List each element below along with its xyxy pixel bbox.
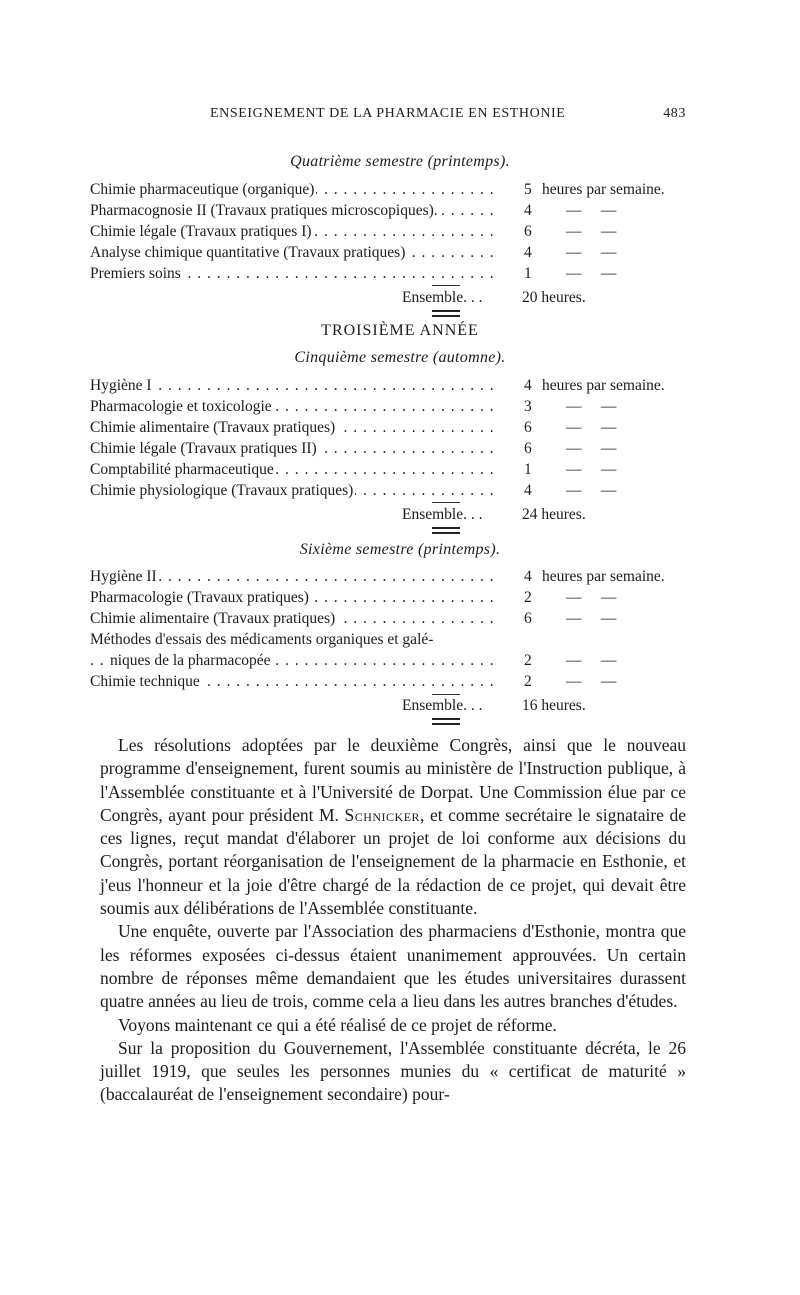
unit: — — [566, 419, 617, 436]
year-title: TROISIÈME ANNÉE [321, 322, 479, 339]
ensemble-total: 16 heures. [522, 697, 586, 714]
unit: — — [566, 440, 617, 457]
hours: 4 [524, 482, 532, 499]
unit: — — [566, 589, 617, 606]
subject: Analyse chimique quantitative (Travaux pratiques) [90, 244, 406, 261]
hours: 2 [524, 589, 532, 606]
unit: — — [566, 461, 617, 478]
table-row [90, 568, 702, 589]
subject: niques de la pharmacopée [110, 652, 271, 669]
subject: Chimie légale (Travaux pratiques I) [90, 223, 312, 240]
unit: heures par semaine. [542, 568, 665, 585]
hours: 6 [524, 440, 532, 457]
semester-6-heading: Sixième semestre (printemps). [299, 541, 501, 558]
table-row [90, 589, 702, 610]
table-row [90, 440, 702, 461]
subject: Chimie alimentaire (Travaux pratiques) [90, 610, 336, 627]
unit: — — [566, 673, 617, 690]
paragraph-text: Les résolutions adoptées par le deuxième Congrès, ainsi que le nouveau programme d'enseignement, furent soumis au ministère de l'Instruction publique, à l'Assemblée constituante et à l'Université de Dorpat. Une Commission élue par ce Congrès, ayant pour président M. [100, 735, 686, 825]
ensemble-label: Ensemble. . . [402, 289, 483, 306]
subject: Pharmacognosie II (Travaux pratiques microscopiques). [90, 202, 438, 219]
paragraph: Sur la proposition du Gouvernement, l'Assemblée constituante décréta, le 26 juillet 1919, que seules les personnes munies du « certificat de maturité » (baccalauréat de l'enseignement secondaire) pour- [100, 1037, 686, 1105]
paragraph: Une enquête, ouverte par l'Association des pharmaciens d'Esthonie, montra que les réformes exposées ci-dessus étaient unanimement approuvées. Un certain nombre de réponses même demandaient que les études universitaires durassent quatre années au lieu de trois, comme cela a lieu dans les autres branches d'études. [100, 921, 686, 1012]
ensemble-label: Ensemble. . . [402, 697, 483, 714]
semester-5-heading: Cinquième semestre (automne). [294, 349, 506, 366]
hours: 2 [524, 652, 532, 669]
hours: 4 [524, 202, 532, 219]
paragraph-text: , et comme secrétaire le signataire de ces lignes, reçut mandat d'élaborer un projet de loi conforme aux décisions du Congrès, portant réorganisation de l'enseignement de la pharmacie en Esthonie, et j'eus l'honneur et la joie d'être chargé de la rédaction de ce projet, qui devait être soumis aux délibérations de l'Assemblée constituante. [100, 804, 686, 919]
unit: heures par semaine. [542, 181, 665, 198]
table-row [90, 265, 702, 286]
sum-rule [432, 285, 460, 286]
semester-4-heading: Quatrième semestre (printemps). [290, 153, 510, 170]
unit: heures par semaine. [542, 377, 665, 394]
subject: Hygiène II [90, 568, 157, 585]
hours: 4 [524, 568, 532, 585]
hours: 4 [524, 377, 532, 394]
hours: 4 [524, 244, 532, 261]
hours: 5 [524, 181, 532, 198]
unit: — — [566, 244, 617, 261]
sum-rule [432, 694, 460, 695]
double-rule [432, 310, 460, 317]
double-rule [432, 718, 460, 725]
subject: Chimie physiologique (Travaux pratiques) [90, 482, 354, 499]
unit: — — [566, 265, 617, 282]
table-row [90, 202, 702, 223]
unit: — — [566, 482, 617, 499]
unit: — — [566, 652, 617, 669]
body-text [100, 734, 686, 1107]
unit: — — [566, 610, 617, 627]
subject: Pharmacologie et toxicologie [90, 398, 272, 415]
paragraph: Voyons maintenant ce qui a été réalisé de ce projet de réforme. [118, 1014, 557, 1035]
table-row [90, 377, 702, 398]
ensemble-row [90, 506, 702, 528]
page-number: 483 [663, 106, 686, 121]
hours: 3 [524, 398, 532, 415]
table-row [90, 610, 702, 631]
hours: 6 [524, 223, 532, 240]
subject: Chimie pharmaceutique (organique) [90, 181, 315, 198]
table-row [90, 631, 702, 652]
unit: — — [566, 398, 617, 415]
paragraph [100, 734, 686, 920]
hours: 6 [524, 419, 532, 436]
subject: Hygiène I [90, 377, 152, 394]
sum-rule [432, 502, 460, 503]
subject: Comptabilité pharmaceutique [90, 461, 274, 478]
table-row [90, 223, 702, 244]
hours: 1 [524, 265, 532, 282]
ensemble-total: 24 heures. [522, 506, 586, 523]
ensemble-row [90, 289, 702, 311]
header-title: ENSEIGNEMENT DE LA PHARMACIE EN ESTHONIE [210, 106, 566, 121]
hours: 6 [524, 610, 532, 627]
subject: Méthodes d'essais des médicaments organiques et galé- [90, 631, 434, 648]
table-row [90, 244, 702, 265]
ensemble-total: 20 heures. [522, 289, 586, 306]
unit: — — [566, 223, 617, 240]
hours: 2 [524, 673, 532, 690]
table-row [90, 652, 702, 673]
table-row [90, 398, 702, 419]
subject: Chimie alimentaire (Travaux pratiques) [90, 419, 336, 436]
running-header [210, 106, 686, 128]
unit: — — [566, 202, 617, 219]
subject: Pharmacologie (Travaux pratiques) [90, 589, 309, 606]
table-row [90, 181, 702, 202]
person-name: Schnicker [344, 804, 421, 825]
table-row [90, 461, 702, 482]
double-rule [432, 527, 460, 534]
ensemble-row [90, 697, 702, 719]
table-row [90, 482, 702, 503]
subject: Premiers soins [90, 265, 181, 282]
table-row [90, 673, 702, 694]
subject: Chimie légale (Travaux pratiques II) [90, 440, 317, 457]
subject: Chimie technique [90, 673, 200, 690]
table-row [90, 419, 702, 440]
ensemble-label: Ensemble. . . [402, 506, 483, 523]
hours: 1 [524, 461, 532, 478]
